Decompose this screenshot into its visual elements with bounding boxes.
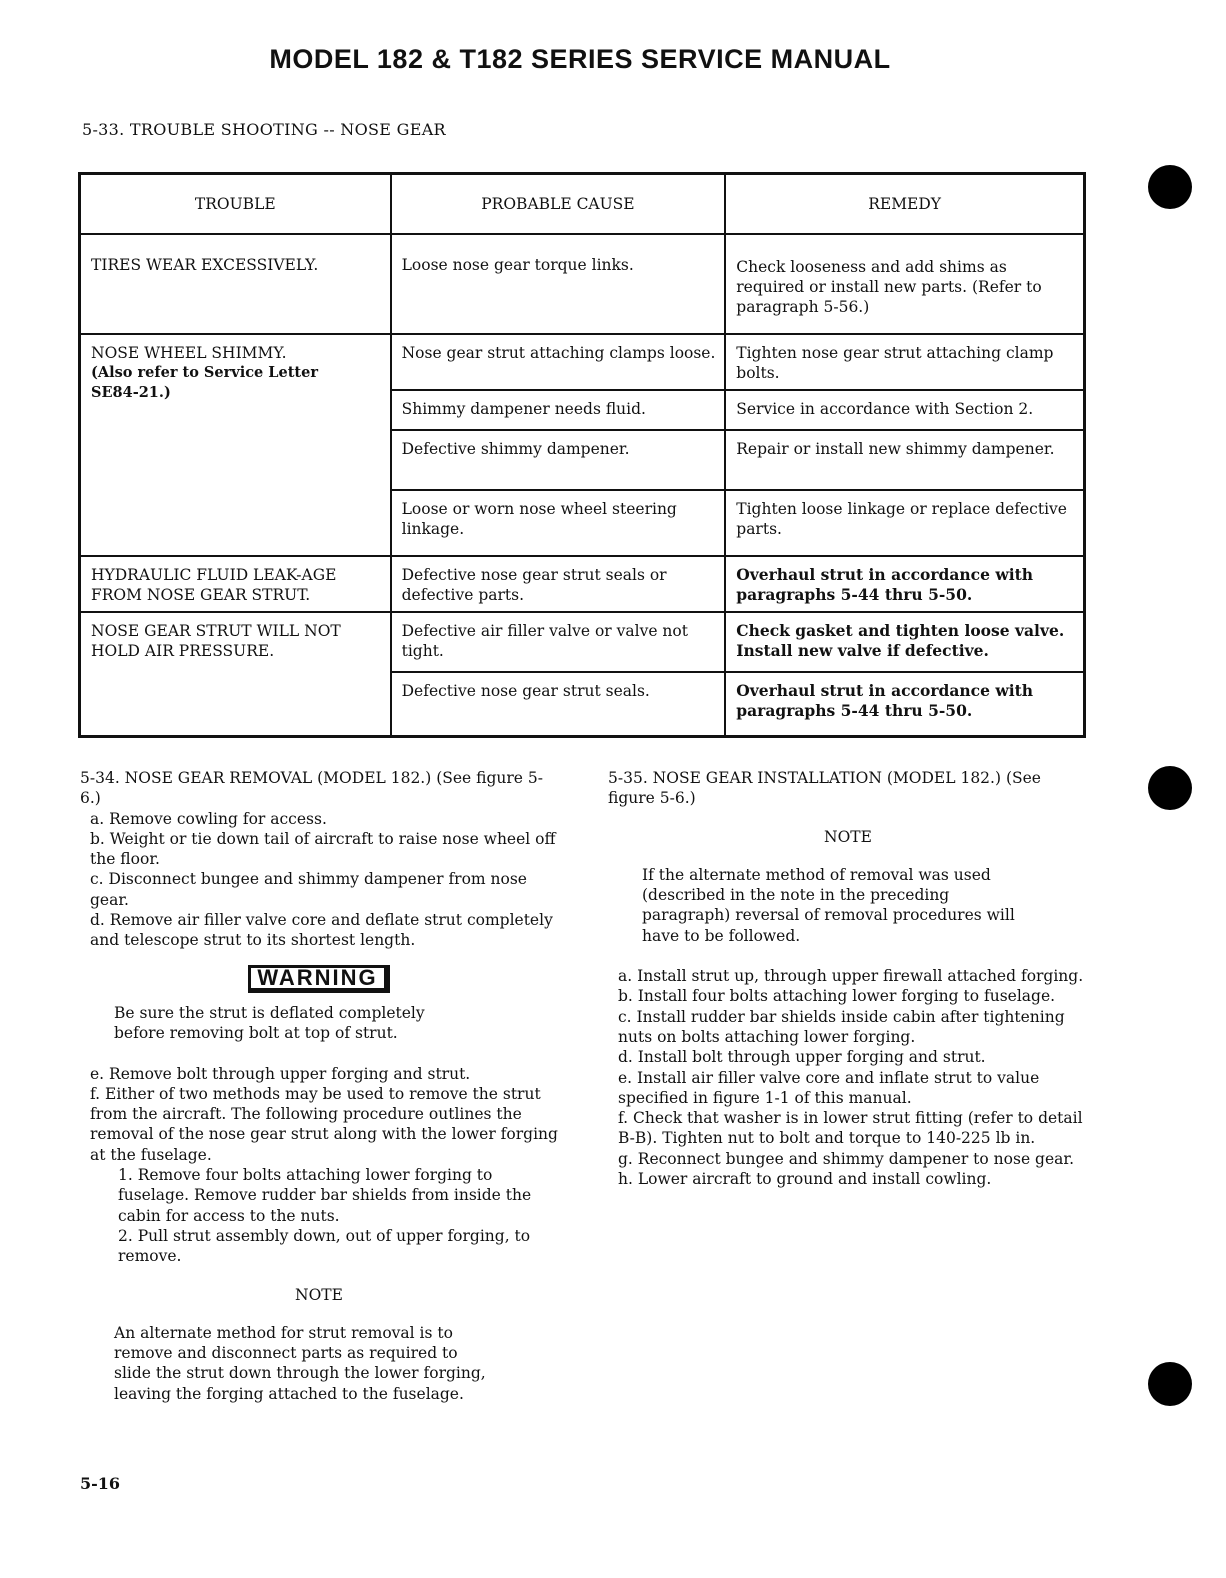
substep: 1. Remove four bolts attaching lower forging to fuselage. Remove rudder bar shields from inside the cabin for access to the nuts. xyxy=(118,1166,532,1225)
trouble-text: NOSE WHEEL SHIMMY. xyxy=(91,344,287,362)
column-header: TROUBLE xyxy=(80,174,391,235)
binder-hole xyxy=(1148,766,1192,810)
trouble-note: (Also refer to Service Letter SE84-21.) xyxy=(91,364,318,401)
step: f. Check that washer is in lower strut fitting (refer to detail B-B). Tighten nut to bolt and torque to 140-225 lb in. xyxy=(618,1109,1083,1148)
column-header: PROBABLE CAUSE xyxy=(391,174,726,235)
table-row xyxy=(80,612,1085,672)
troubleshooting-table xyxy=(78,172,1086,738)
step: h. Lower aircraft to ground and install cowling. xyxy=(618,1170,992,1189)
section-535 xyxy=(608,768,1088,1189)
step: c. Install rudder bar shields inside cabin after tightening nuts on bolts attaching lower forging. xyxy=(618,1007,1065,1046)
page-title: MODEL 182 & T182 SERIES SERVICE MANUAL xyxy=(269,44,891,74)
remedy-cell: Overhaul strut in accordance with paragraphs 5-44 thru 5-50. xyxy=(725,556,1084,612)
trouble-cell: NOSE GEAR STRUT WILL NOT HOLD AIR PRESSURE. xyxy=(80,612,391,736)
page-number: 5-16 xyxy=(80,1474,121,1493)
section-534-heading: 5-34. NOSE GEAR REMOVAL (MODEL 182.) (See figure 5-6.) xyxy=(80,769,544,808)
cause-cell: Defective shimmy dampener. xyxy=(391,430,726,490)
cause-cell: Defective nose gear strut seals. xyxy=(391,672,726,736)
cause-cell: Loose nose gear torque links. xyxy=(391,234,726,334)
section-534 xyxy=(80,768,558,1404)
remedy-cell: Overhaul strut in accordance with paragraphs 5-44 thru 5-50. xyxy=(725,672,1084,736)
column-header: REMEDY xyxy=(725,174,1084,235)
step: g. Reconnect bungee and shimmy dampener to nose gear. xyxy=(618,1149,1075,1168)
step: a. Install strut up, through upper firewall attached forging. xyxy=(618,967,1084,986)
step: d. Install bolt through upper forging and strut. xyxy=(618,1048,986,1067)
step: d. Remove air filler valve core and deflate strut completely and telescope strut to its shortest length. xyxy=(90,911,553,950)
step: e. Remove bolt through upper forging and strut. xyxy=(90,1064,471,1083)
remedy-cell: Check looseness and add shims as required or install new parts. (Refer to paragraph 5-56.) xyxy=(725,234,1084,334)
table-header-row xyxy=(80,174,1085,235)
binder-hole xyxy=(1148,165,1192,209)
remedy-cell: Repair or install new shimmy dampener. xyxy=(725,430,1084,490)
section-535-heading: 5-35. NOSE GEAR INSTALLATION (MODEL 182.) (See figure 5-6.) xyxy=(608,769,1041,808)
trouble-cell: TIRES WEAR EXCESSIVELY. xyxy=(80,234,391,334)
cause-cell: Defective nose gear strut seals or defective parts. xyxy=(391,556,726,612)
step: a. Remove cowling for access. xyxy=(90,809,327,828)
note-label: NOTE xyxy=(824,827,872,846)
trouble-cell: HYDRAULIC FLUID LEAK-AGE FROM NOSE GEAR STRUT. xyxy=(80,556,391,612)
remedy-cell: Tighten loose linkage or replace defective parts. xyxy=(725,490,1084,556)
trouble-cell xyxy=(80,334,391,556)
remedy-cell: Check gasket and tighten loose valve. Install new valve if defective. xyxy=(725,612,1084,672)
table-row xyxy=(80,334,1085,390)
warning-text: Be sure the strut is deflated completely before removing bolt at top of strut. xyxy=(114,1003,425,1043)
remedy-cell: Service in accordance with Section 2. xyxy=(725,390,1084,430)
step: c. Disconnect bungee and shimmy dampener from nose gear. xyxy=(90,870,527,909)
note-label: NOTE xyxy=(295,1285,343,1304)
cause-cell: Loose or worn nose wheel steering linkage. xyxy=(391,490,726,556)
step: b. Install four bolts attaching lower forging to fuselage. xyxy=(618,987,1056,1006)
warning-label: WARNING xyxy=(248,965,389,993)
cause-cell: Defective air filler valve or valve not tight. xyxy=(391,612,726,672)
remedy-cell: Tighten nose gear strut attaching clamp bolts. xyxy=(725,334,1084,390)
step: e. Install air filler valve core and inflate strut to value specified in figure 1-1 of this manual. xyxy=(618,1068,1040,1107)
substep: 2. Pull strut assembly down, out of upper forging, to remove. xyxy=(118,1226,531,1266)
note-text: An alternate method for strut removal is to remove and disconnect parts as required to slide the strut down through the lower forging, leaving the forging attached to the fuselage. xyxy=(114,1323,486,1403)
table-row xyxy=(80,234,1085,334)
warning-box xyxy=(80,965,558,993)
binder-hole xyxy=(1148,1362,1192,1406)
section-533-heading: 5-33. TROUBLE SHOOTING -- NOSE GEAR xyxy=(82,120,446,139)
note-text: If the alternate method of removal was used (described in the note in the preceding paragraph) reversal of removal procedures will have to be followed. xyxy=(642,865,1015,945)
step: f. Either of two methods may be used to remove the strut from the aircraft. The following procedure outlines the removal of the nose gear strut along with the lower forging at the fuselage. xyxy=(90,1084,558,1164)
cause-cell: Nose gear strut attaching clamps loose. xyxy=(391,334,726,390)
cause-cell: Shimmy dampener needs fluid. xyxy=(391,390,726,430)
table-row xyxy=(80,556,1085,612)
step: b. Weight or tie down tail of aircraft to raise nose wheel off the floor. xyxy=(90,829,556,869)
